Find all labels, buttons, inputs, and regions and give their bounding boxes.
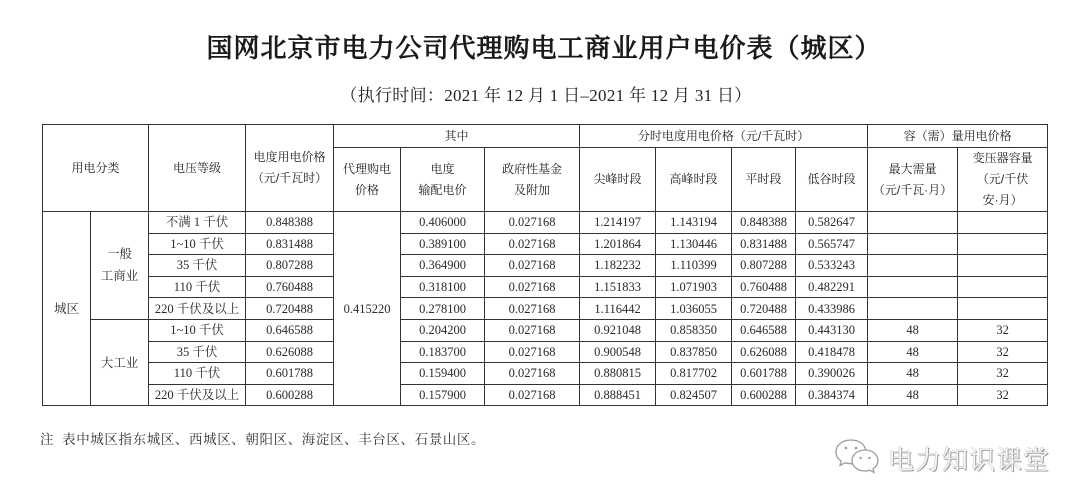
- max-demand-cell: 48: [868, 319, 958, 341]
- sharp-peak-cell: 1.116442: [580, 298, 656, 320]
- footnote-text: 表中城区指东城区、西城区、朝阳区、海淀区、丰台区、石景山区。: [62, 432, 486, 447]
- max-demand-cell: [868, 212, 958, 234]
- header-line: （元/千瓦·月）: [872, 182, 953, 197]
- transmission-cell: 0.318100: [401, 276, 485, 298]
- transmission-cell: 0.364900: [401, 255, 485, 277]
- sharp-peak-cell: 0.900548: [580, 341, 656, 363]
- voltage-cell: 1~10 千伏: [149, 319, 246, 341]
- max-demand-cell: [868, 298, 958, 320]
- sharp-peak-cell: 1.214197: [580, 212, 656, 234]
- transformer-cell: 32: [958, 341, 1048, 363]
- gov-fund-cell: 0.027168: [485, 363, 580, 385]
- wechat-icon: [834, 436, 882, 481]
- header-line: 代理购电: [343, 161, 392, 176]
- valley-cell: 0.433986: [796, 298, 868, 320]
- region-cell: 城区: [43, 212, 91, 406]
- effective-period: （执行时间：2021 年 12 月 1 日–2021 年 12 月 31 日）: [340, 86, 752, 105]
- header-line: 及附加: [514, 182, 551, 197]
- header-line: （元/千瓦时）: [251, 171, 328, 185]
- transformer-cell: [958, 255, 1048, 277]
- energy-price-cell: 0.720488: [246, 298, 334, 320]
- voltage-cell: 不满 1 千伏: [149, 212, 246, 234]
- peak-cell: 0.858350: [656, 319, 732, 341]
- max-demand-cell: [868, 233, 958, 255]
- page-title: 国网北京市电力公司代理购电工商业用户电价表（城区）: [206, 34, 882, 64]
- max-demand-cell: 48: [868, 384, 958, 406]
- header-capacity-group: 容（需）量用电价格: [868, 125, 1048, 148]
- flat-cell: 0.720488: [732, 298, 796, 320]
- transmission-cell: 0.389100: [401, 233, 485, 255]
- header-transmission: [401, 148, 485, 212]
- table-row: [43, 255, 1048, 277]
- table-row: [43, 319, 1048, 341]
- header-voltage: 电压等级: [149, 125, 246, 212]
- header-of-which: 其中: [334, 125, 580, 148]
- transformer-cell: [958, 276, 1048, 298]
- valley-cell: 0.565747: [796, 233, 868, 255]
- valley-cell: 0.443130: [796, 319, 868, 341]
- header-line: 价格: [355, 182, 380, 197]
- peak-cell: 1.110399: [656, 255, 732, 277]
- category-large-industry: [91, 319, 149, 405]
- voltage-cell: 110 千伏: [149, 276, 246, 298]
- max-demand-cell: 48: [868, 341, 958, 363]
- table-row: [43, 212, 1048, 234]
- category-line: 工商业: [100, 269, 139, 284]
- flat-cell: 0.626088: [732, 341, 796, 363]
- energy-price-cell: 0.601788: [246, 363, 334, 385]
- table-row: [43, 363, 1048, 385]
- flat-cell: 0.807288: [732, 255, 796, 277]
- footnote-label: 注: [40, 432, 55, 447]
- category-line: 大工业: [100, 355, 139, 370]
- header-gov-fund: [485, 148, 580, 212]
- valley-cell: 0.384374: [796, 384, 868, 406]
- price-table: [42, 124, 1048, 406]
- watermark: [834, 438, 1050, 478]
- transformer-cell: [958, 298, 1048, 320]
- gov-fund-cell: 0.027168: [485, 255, 580, 277]
- watermark-text: 电力知识课堂: [888, 445, 1051, 476]
- gov-fund-cell: 0.027168: [485, 384, 580, 406]
- transformer-cell: 32: [958, 363, 1048, 385]
- category-general: [91, 212, 149, 320]
- peak-cell: 1.143194: [656, 212, 732, 234]
- energy-price-cell: 0.646588: [246, 319, 334, 341]
- header-valley: 低谷时段: [796, 148, 868, 212]
- transmission-cell: 0.278100: [401, 298, 485, 320]
- header-line: 电度: [430, 161, 455, 176]
- gov-fund-cell: 0.027168: [485, 233, 580, 255]
- valley-cell: 0.482291: [796, 276, 868, 298]
- max-demand-cell: 48: [868, 363, 958, 385]
- max-demand-cell: [868, 255, 958, 277]
- sharp-peak-cell: 1.151833: [580, 276, 656, 298]
- table-row: [43, 233, 1048, 255]
- header-flat: 平时段: [732, 148, 796, 212]
- header-peak: 高峰时段: [656, 148, 732, 212]
- valley-cell: 0.418478: [796, 341, 868, 363]
- flat-cell: 0.600288: [732, 384, 796, 406]
- header-line: 输配电价: [418, 182, 467, 197]
- sharp-peak-cell: 0.921048: [580, 319, 656, 341]
- header-row-1: [43, 125, 1048, 148]
- voltage-cell: 35 千伏: [149, 255, 246, 277]
- gov-fund-cell: 0.027168: [485, 276, 580, 298]
- footnote: [40, 428, 485, 448]
- max-demand-cell: [868, 276, 958, 298]
- header-sharp-peak: 尖峰时段: [580, 148, 656, 212]
- gov-fund-cell: 0.027168: [485, 298, 580, 320]
- transmission-cell: 0.157900: [401, 384, 485, 406]
- peak-cell: 0.837850: [656, 341, 732, 363]
- peak-cell: 0.817702: [656, 363, 732, 385]
- voltage-cell: 1~10 千伏: [149, 233, 246, 255]
- header-line: 安·月）: [982, 193, 1023, 207]
- sharp-peak-cell: 1.182232: [580, 255, 656, 277]
- header-transformer: [958, 148, 1048, 212]
- valley-cell: 0.582647: [796, 212, 868, 234]
- energy-price-cell: 0.760488: [246, 276, 334, 298]
- header-agent-purchase: [334, 148, 401, 212]
- header-max-demand: [868, 148, 958, 212]
- transformer-cell: 32: [958, 384, 1048, 406]
- valley-cell: 0.390026: [796, 363, 868, 385]
- transformer-cell: [958, 212, 1048, 234]
- voltage-cell: 110 千伏: [149, 363, 246, 385]
- flat-cell: 0.848388: [732, 212, 796, 234]
- transmission-cell: 0.204200: [401, 319, 485, 341]
- energy-price-cell: 0.600288: [246, 384, 334, 406]
- sharp-peak-cell: 0.880815: [580, 363, 656, 385]
- peak-cell: 1.036055: [656, 298, 732, 320]
- transformer-cell: [958, 233, 1048, 255]
- category-line: 一般: [107, 247, 133, 262]
- flat-cell: 0.760488: [732, 276, 796, 298]
- peak-cell: 1.071903: [656, 276, 732, 298]
- energy-price-cell: 0.848388: [246, 212, 334, 234]
- sharp-peak-cell: 1.201864: [580, 233, 656, 255]
- header-category: 用电分类: [43, 125, 149, 212]
- valley-cell: 0.533243: [796, 255, 868, 277]
- flat-cell: 0.831488: [732, 233, 796, 255]
- header-line: （元/千伏: [976, 172, 1029, 186]
- header-tou-group: 分时电度用电价格（元/千瓦时）: [580, 125, 868, 148]
- table-row: [43, 384, 1048, 406]
- header-energy-price: [246, 125, 334, 212]
- header-line: 变压器容量: [972, 151, 1033, 165]
- peak-cell: 1.130446: [656, 233, 732, 255]
- agent-purchase-price-cell: 0.415220: [334, 212, 401, 406]
- voltage-cell: 220 千伏及以上: [149, 384, 246, 406]
- transmission-cell: 0.183700: [401, 341, 485, 363]
- header-line: 电度用电价格: [253, 150, 326, 164]
- transmission-cell: 0.159400: [401, 363, 485, 385]
- energy-price-cell: 0.807288: [246, 255, 334, 277]
- table-row: [43, 341, 1048, 363]
- voltage-cell: 35 千伏: [149, 341, 246, 363]
- energy-price-cell: 0.831488: [246, 233, 334, 255]
- gov-fund-cell: 0.027168: [485, 212, 580, 234]
- flat-cell: 0.601788: [732, 363, 796, 385]
- sharp-peak-cell: 0.888451: [580, 384, 656, 406]
- gov-fund-cell: 0.027168: [485, 341, 580, 363]
- peak-cell: 0.824507: [656, 384, 732, 406]
- voltage-cell: 220 千伏及以上: [149, 298, 246, 320]
- table-row: [43, 298, 1048, 320]
- transmission-cell: 0.406000: [401, 212, 485, 234]
- transformer-cell: 32: [958, 319, 1048, 341]
- table-row: [43, 276, 1048, 298]
- header-line: 最大需量: [888, 161, 937, 176]
- header-line: 政府性基金: [502, 161, 563, 176]
- energy-price-cell: 0.626088: [246, 341, 334, 363]
- flat-cell: 0.646588: [732, 319, 796, 341]
- gov-fund-cell: 0.027168: [485, 319, 580, 341]
